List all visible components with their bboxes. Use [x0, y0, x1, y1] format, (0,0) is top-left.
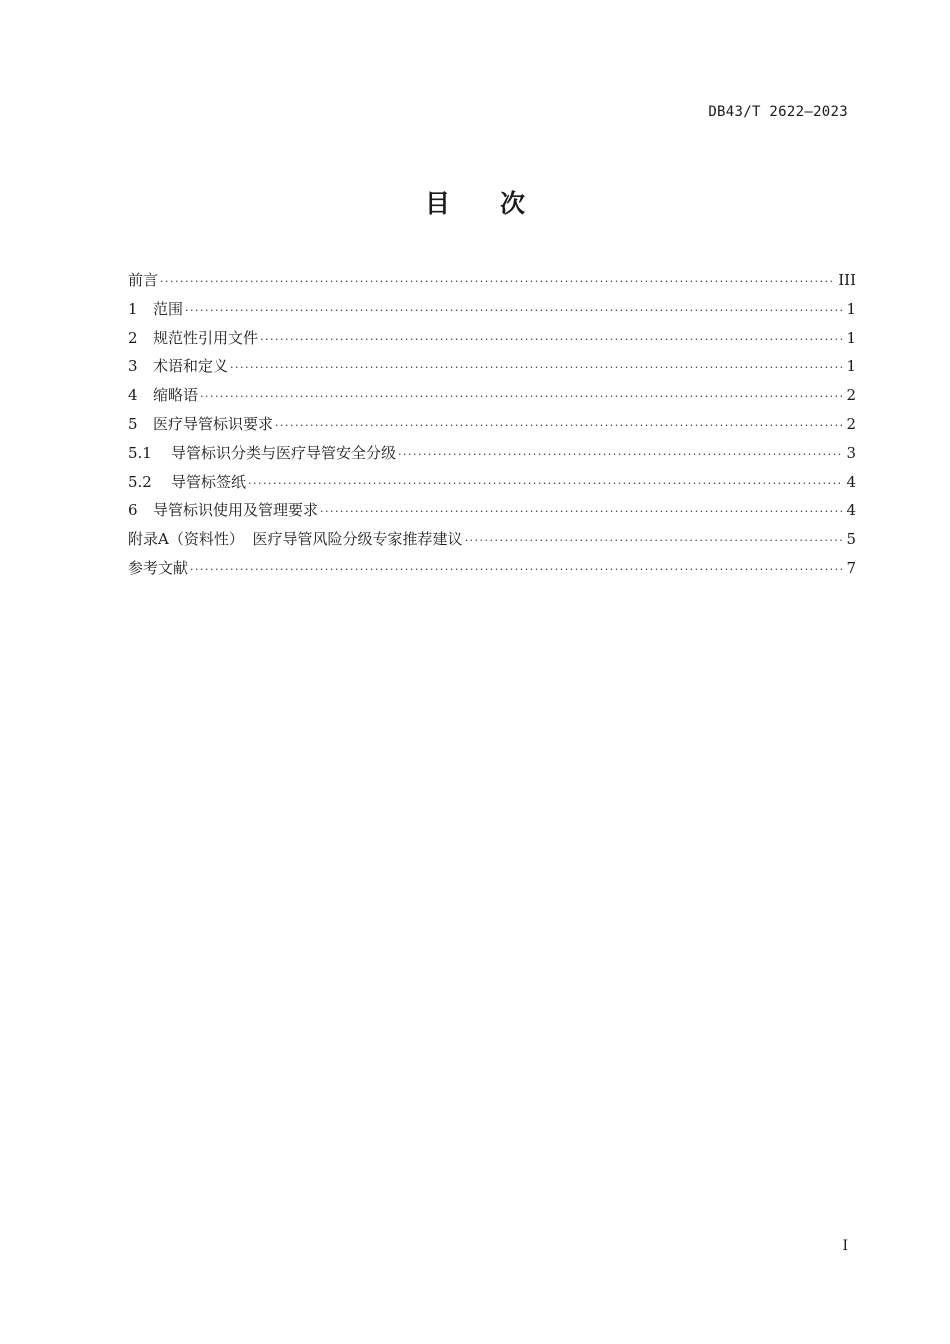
toc-entry-normative-references[interactable] [128, 324, 856, 353]
toc-label: 导管标签纸 [171, 472, 247, 491]
toc-page-number: 1 [846, 299, 856, 318]
toc-label: 前言 [128, 271, 159, 289]
toc-label: 医疗导管风险分级专家推荐建议 [252, 530, 463, 549]
toc-section-number: 4 [128, 386, 138, 405]
toc-page-number: III [838, 271, 856, 289]
toc-entry-catheter-label-requirements[interactable] [128, 410, 856, 439]
toc-leader-dots [398, 441, 842, 470]
toc-entry-foreword[interactable] [128, 266, 856, 295]
toc-annex-prefix: 附录A（资料性） [128, 530, 244, 549]
toc-entry-terms-definitions[interactable] [128, 352, 856, 381]
toc-section-number: 2 [128, 328, 138, 347]
title-char-2: 次 [500, 189, 526, 218]
toc-leader-dots [160, 268, 834, 297]
toc-section-number: 5.2 [128, 472, 152, 491]
toc-leader-dots [320, 498, 842, 527]
toc-page-number: 1 [846, 357, 856, 376]
toc-label: 缩略语 [153, 386, 199, 405]
toc-entry-annex-a[interactable] [128, 525, 856, 554]
toc-leader-dots [248, 470, 842, 499]
toc-page-number: 2 [846, 386, 856, 405]
toc-label: 范围 [153, 299, 184, 318]
standard-code: DB43/T 2622—2023 [708, 104, 848, 120]
toc-leader-dots [185, 297, 842, 326]
toc-label: 规范性引用文件 [153, 328, 259, 347]
toc-section-number: 1 [128, 299, 138, 318]
toc-leader-dots [465, 527, 843, 556]
toc-leader-dots [200, 383, 842, 412]
page-number: I [842, 1238, 848, 1254]
toc-entry-abbreviations[interactable] [128, 381, 856, 410]
title-char-1: 目 [424, 189, 450, 218]
toc-label: 术语和定义 [153, 357, 229, 376]
toc-section-number: 5.1 [128, 443, 152, 462]
toc-section-number: 3 [128, 357, 138, 376]
toc-page-number: 7 [846, 558, 856, 577]
toc-leader-dots [275, 412, 842, 441]
table-of-contents [128, 266, 856, 583]
toc-page-number: 2 [846, 414, 856, 433]
toc-label: 医疗导管标识要求 [153, 414, 274, 433]
toc-entry-usage-management[interactable] [128, 496, 856, 525]
toc-leader-dots [260, 326, 842, 355]
toc-entry-label-classification[interactable] [128, 439, 856, 468]
toc-page-number: 3 [846, 443, 856, 462]
toc-section-number: 5 [128, 414, 138, 433]
page-title [0, 184, 950, 220]
toc-label: 导管标识分类与医疗导管安全分级 [171, 443, 397, 462]
toc-page-number: 1 [846, 328, 856, 347]
toc-entry-label-paper[interactable] [128, 468, 856, 497]
toc-entry-scope[interactable] [128, 295, 856, 324]
toc-label: 导管标识使用及管理要求 [153, 501, 319, 520]
toc-page-number: 4 [846, 501, 856, 520]
toc-entry-bibliography[interactable] [128, 554, 856, 583]
toc-leader-dots [190, 556, 842, 585]
toc-leader-dots [230, 354, 842, 383]
toc-page-number: 5 [846, 530, 856, 549]
toc-label: 参考文献 [128, 558, 189, 577]
toc-page-number: 4 [846, 472, 856, 491]
toc-section-number: 6 [128, 501, 138, 520]
